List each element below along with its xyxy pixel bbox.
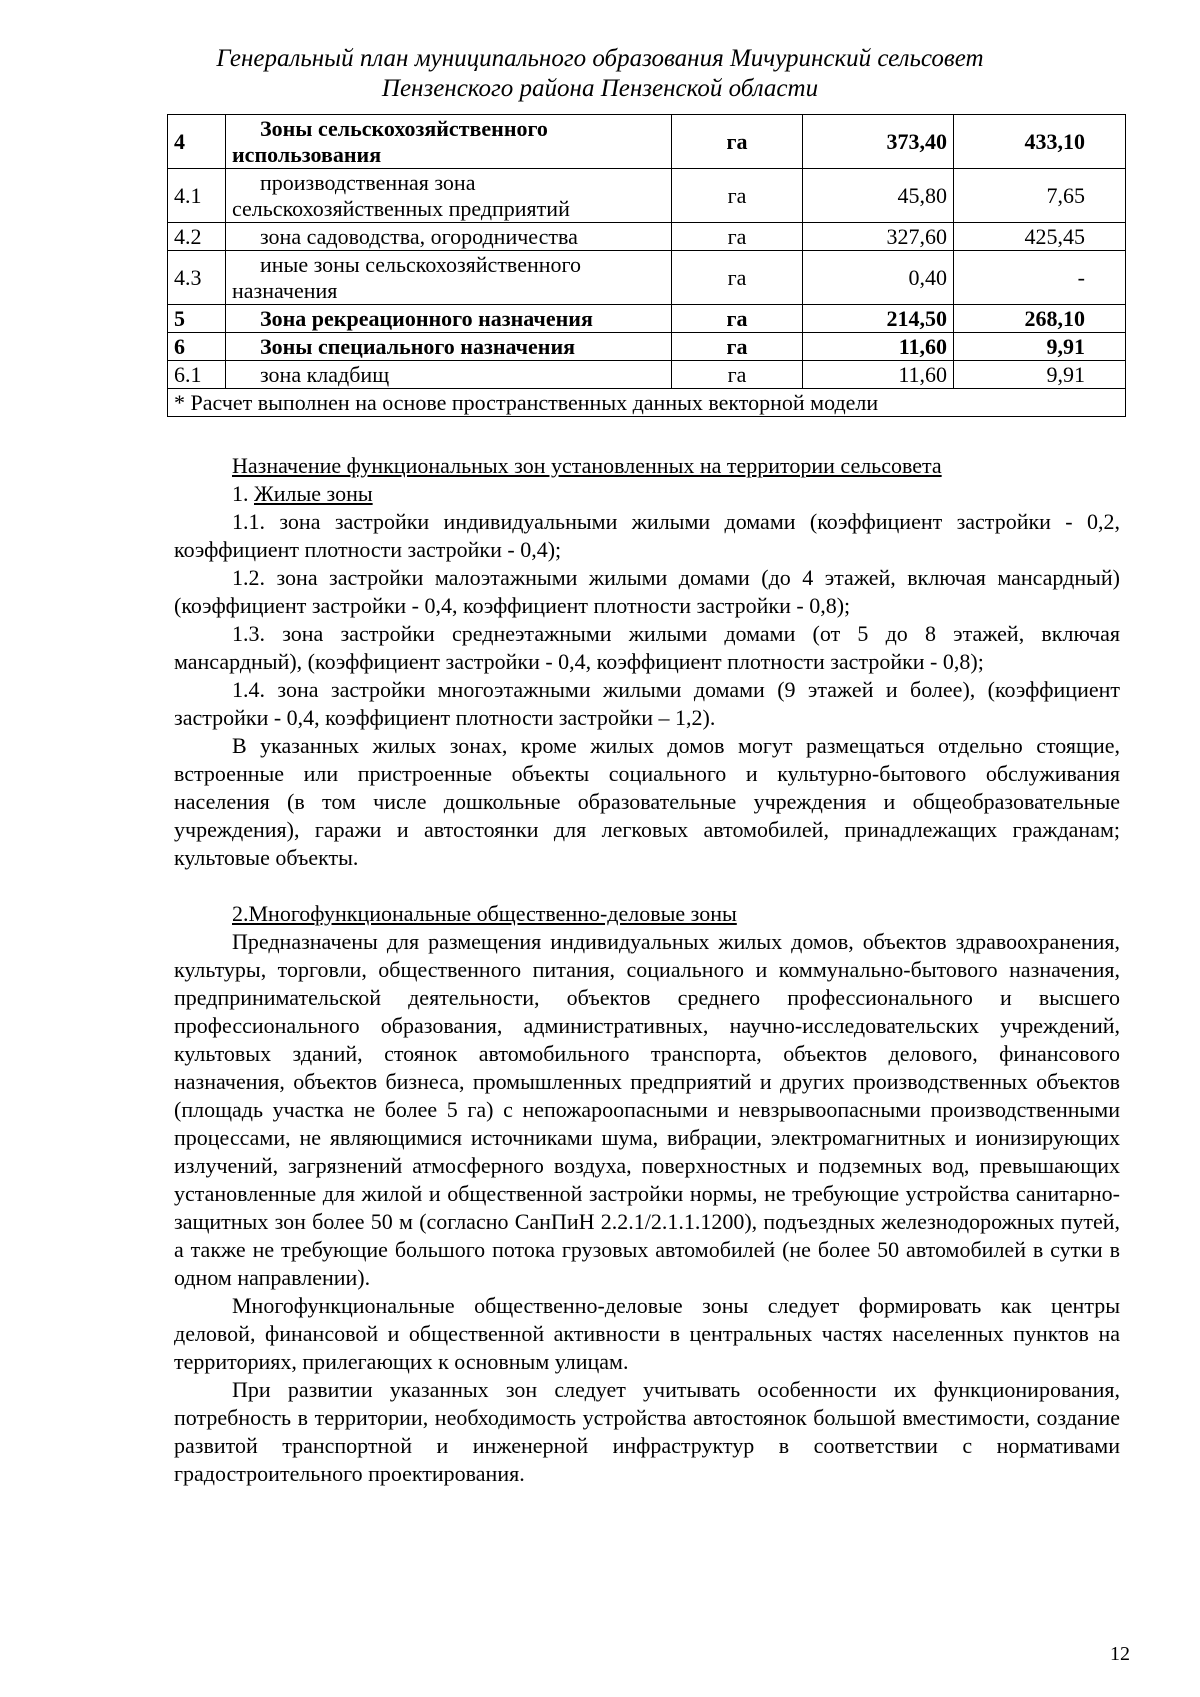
zone-name: производственная зона сельскохозяйственных предприятий <box>226 169 672 223</box>
header-line-1: Генеральный план муниципального образования Мичуринский сельсовет <box>216 45 984 72</box>
value-1: 11,60 <box>803 361 954 389</box>
value-1: 373,40 <box>803 115 954 169</box>
body-text <box>174 452 1120 1488</box>
zones-table <box>167 114 1126 417</box>
page-number: 12 <box>1110 1643 1130 1665</box>
row-number: 4.1 <box>168 169 226 223</box>
row-number: 6 <box>168 333 226 361</box>
residential-item: 1.2. зона застройки малоэтажными жилыми домами (до 4 этажей, включая мансардный) (коэффициент застройки - 0,4, коэффициент плотности застройки - 0,8); <box>174 565 1120 618</box>
value-2: 7,65 <box>954 169 1126 223</box>
residential-item: 1.4. зона застройки многоэтажными жилыми домами (9 этажей и более), (коэффициент застройки - 0,4, коэффициент плотности застройки – 1,2). <box>174 677 1120 730</box>
zone-name: Зоны сельскохозяйственного использования <box>226 115 672 169</box>
business-paragraph: При развитии указанных зон следует учитывать особенности их функционирования, потребность в территории, необходимость устройства автостоянок большой вместимости, создание развитой транспортной и инженерной инфраструктур в соответствии с нормативами градостроительного проектирования. <box>174 1377 1120 1486</box>
row-number: 4 <box>168 115 226 169</box>
value-2: 9,91 <box>954 333 1126 361</box>
unit: га <box>672 251 803 305</box>
value-1: 45,80 <box>803 169 954 223</box>
unit: га <box>672 223 803 251</box>
zone-name: зона садоводства, огородничества <box>226 223 672 251</box>
table-row <box>168 169 1126 223</box>
zone-name: Зоны специального назначения <box>226 333 672 361</box>
value-2: 268,10 <box>954 305 1126 333</box>
residential-paragraph: В указанных жилых зонах, кроме жилых домов могут размещаться отдельно стоящие, встроенные или пристроенные объекты социального и культурно-бытового обслуживания населения (в том числе дошкольные образовательные учреждения и общеобразовательные учреждения), гаражи и автостоянки для легковых автомобилей, принадлежащих гражданам; культовые объекты. <box>174 733 1120 870</box>
unit: га <box>672 115 803 169</box>
value-2: 425,45 <box>954 223 1126 251</box>
row-number: 5 <box>168 305 226 333</box>
business-paragraph: Предназначены для размещения индивидуальных жилых домов, объектов здравоохранения, культуры, торговли, общественного питания, социального и коммунально-бытового назначения, предпринимательской деятельности, объектов среднего профессионального и высшего профессионального образования, административных, научно-исследовательских учреждений, культовых зданий, стоянок автомобильного транспорта, объектов делового, финансового назначения, объектов бизнеса, промышленных предприятий и других производственных объектов (площадь участка не более 5 га) с непожароопасными и невзрывоопасными производственными процессами, не являющимися источниками шума, вибрации, электромагнитных и ионизирующих излучений, загрязнений атмосферного воздуха, поверхностных и подземных вод, превышающих установленные для жилой и общественной застройки нормы, не требующие устройства санитарно-защитных зон более 50 м (согласно СанПиН 2.2.1/2.1.1.1200), подъездных железнодорожных путей, а также не требующие большого потока грузовых автомобилей (не более 50 автомобилей в сутки в одном направлении). <box>174 929 1120 1290</box>
value-1: 214,50 <box>803 305 954 333</box>
zone-name: зона кладбищ <box>226 361 672 389</box>
table-row <box>168 361 1126 389</box>
business-paragraph: Многофункциональные общественно-деловые зоны следует формировать как центры деловой, финансовой и общественной активности в центральных частях населенных пунктов на территориях, прилегающих к основным улицам. <box>174 1293 1120 1374</box>
table-row <box>168 305 1126 333</box>
row-number: 4.2 <box>168 223 226 251</box>
header-line-2: Пензенского района Пензенской области <box>381 75 819 102</box>
zone-name: Зона рекреационного назначения <box>226 305 672 333</box>
unit: га <box>672 333 803 361</box>
unit: га <box>672 169 803 223</box>
value-2: - <box>954 251 1126 305</box>
zone-name: иные зоны сельскохозяйственного назначения <box>226 251 672 305</box>
row-number: 4.3 <box>168 251 226 305</box>
business-heading: 2.Многофункциональные общественно-деловые зоны <box>232 901 737 926</box>
table-footnote: * Расчет выполнен на основе пространственных данных векторной модели <box>168 389 1126 417</box>
table-row <box>168 223 1126 251</box>
table-row <box>168 115 1126 169</box>
value-1: 0,40 <box>803 251 954 305</box>
document-header <box>0 44 1200 104</box>
row-number: 6.1 <box>168 361 226 389</box>
table-row <box>168 251 1126 305</box>
residential-heading: 1. Жилые зоны <box>232 481 373 506</box>
unit: га <box>672 361 803 389</box>
value-2: 433,10 <box>954 115 1126 169</box>
unit: га <box>672 305 803 333</box>
value-1: 11,60 <box>803 333 954 361</box>
value-2: 9,91 <box>954 361 1126 389</box>
value-1: 327,60 <box>803 223 954 251</box>
section-title: Назначение функциональных зон установленных на территории сельсовета <box>232 453 942 478</box>
residential-item: 1.3. зона застройки среднеэтажными жилыми домами (от 5 до 8 этажей, включая мансардный), (коэффициент застройки - 0,4, коэффициент плотности застройки - 0,8); <box>174 621 1120 674</box>
residential-item: 1.1. зона застройки индивидуальными жилыми домами (коэффициент застройки - 0,2, коэффициент плотности застройки - 0,4); <box>174 509 1120 562</box>
table-footnote-row <box>168 389 1126 417</box>
table-row <box>168 333 1126 361</box>
